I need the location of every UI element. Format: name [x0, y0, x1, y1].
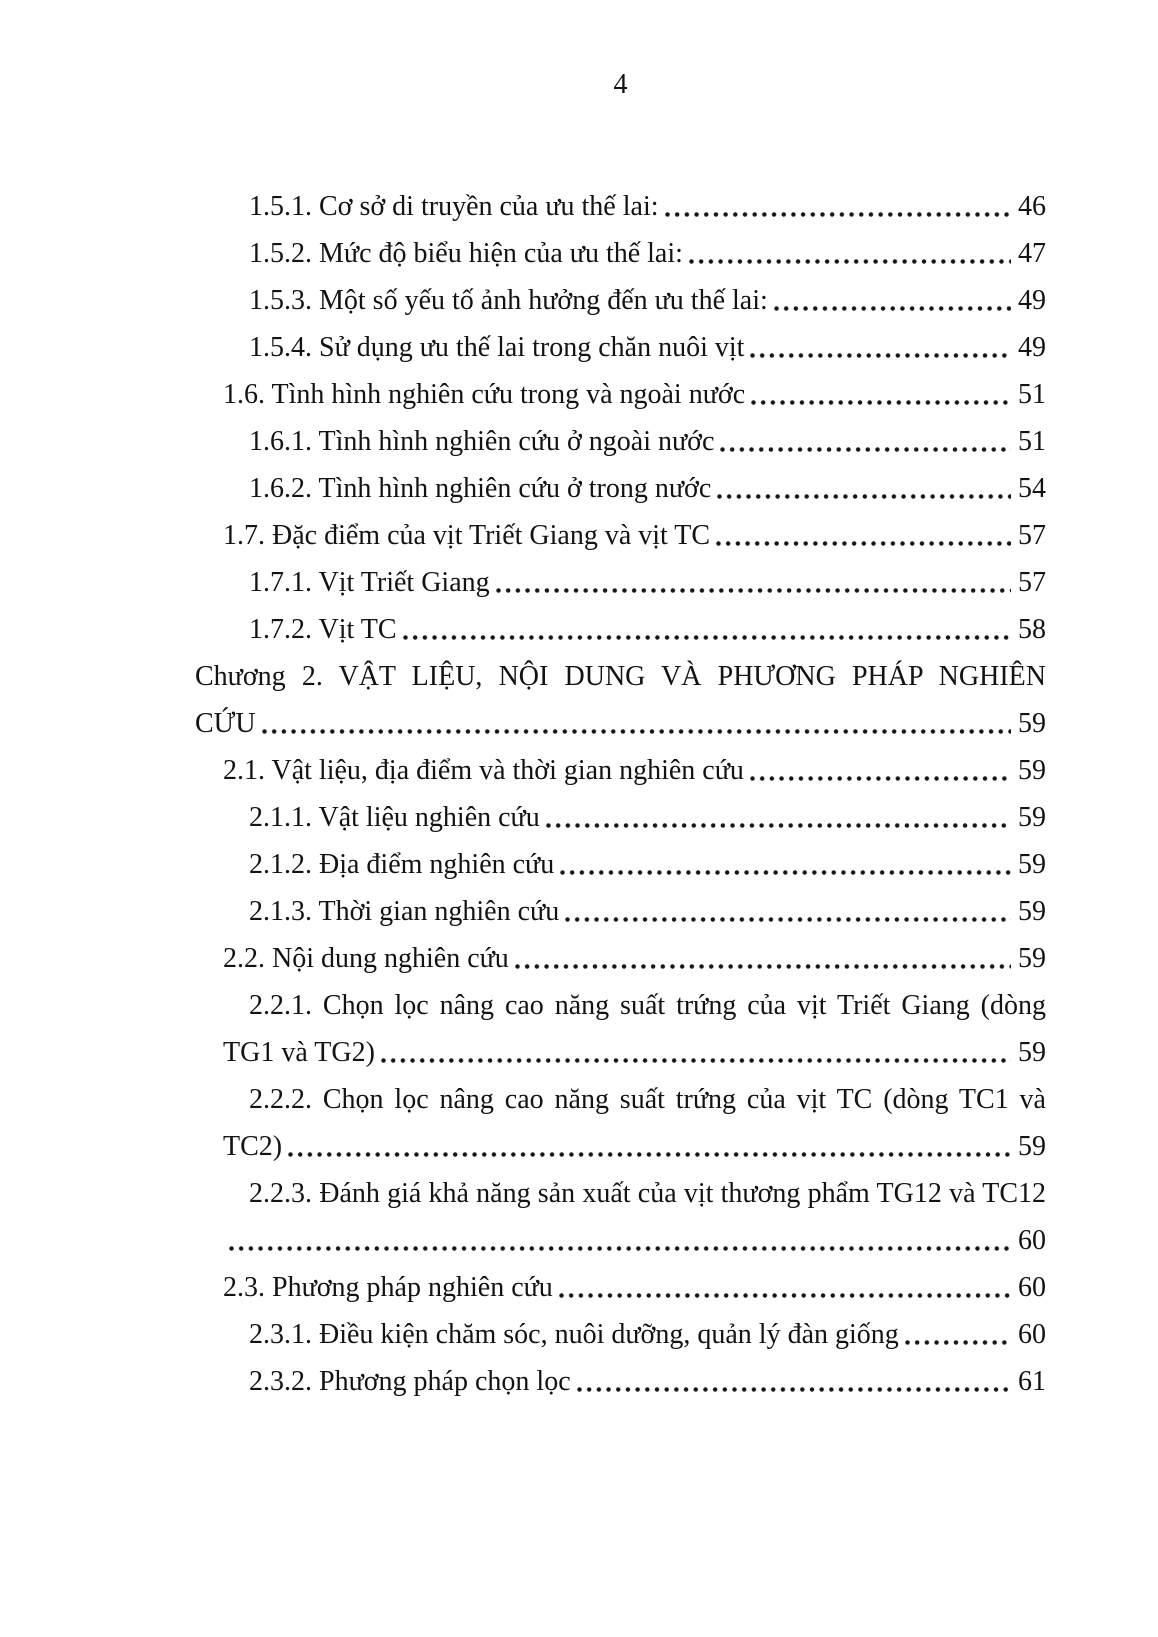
toc-entry-text: 1.6.2. Tình hình nghiên cứu ở trong nước [249, 473, 712, 504]
toc-entry-text: 2.3.2. Phương pháp chọn lọc [249, 1366, 571, 1397]
toc-entry-text: 1.7. Đặc điểm của vịt Triết Giang và vịt TC [223, 520, 711, 551]
toc-entry-line [195, 1311, 1046, 1358]
dot-leader [750, 324, 1011, 371]
dot-leader [496, 559, 1011, 606]
toc-entry-line [195, 371, 1046, 418]
toc-page-number: 59 [1018, 943, 1046, 974]
toc-entry-line [195, 606, 1046, 653]
toc-entry-continuation [195, 1123, 1046, 1170]
toc-entry-line [195, 559, 1046, 606]
toc-page-number: 61 [1018, 1366, 1046, 1397]
toc-entry-text: 2.1.3. Thời gian nghiên cứu [249, 896, 560, 927]
dot-leader [774, 277, 1011, 324]
table-of-contents [195, 183, 1046, 1405]
toc-entry-text: 2.1.1. Vật liệu nghiên cứu [249, 802, 540, 833]
dot-leader [720, 418, 1011, 465]
toc-page-number: 51 [1018, 426, 1046, 457]
toc-page-number: 60 [1018, 1225, 1046, 1256]
dot-leader [560, 841, 1011, 888]
toc-entry-line [195, 841, 1046, 888]
toc-entry-text: 1.5.4. Sử dụng ưu thế lai trong chăn nuôi vịt [249, 332, 745, 363]
dot-leader [751, 371, 1011, 418]
dot-leader [717, 465, 1011, 512]
toc-page-number: 59 [1018, 1131, 1046, 1162]
dot-leader [559, 1264, 1011, 1311]
toc-page-number: 47 [1018, 238, 1046, 269]
toc-page-number: 59 [1018, 849, 1046, 880]
toc-entry-line [195, 1170, 1046, 1217]
dot-leader [716, 512, 1011, 559]
toc-entry-text: 1.7.2. Vịt TC [249, 614, 397, 645]
toc-entry-line [195, 1264, 1046, 1311]
toc-entry-text: 1.5.1. Cơ sở di truyền của ưu thế lai: [249, 191, 659, 222]
toc-page-number: 51 [1018, 379, 1046, 410]
dot-leader [565, 888, 1011, 935]
dot-leader [229, 1217, 1011, 1264]
dot-leader [403, 606, 1011, 653]
toc-entry-text: 2.2.2. Chọn lọc nâng cao năng suất trứng của vịt TC (dòng TC1 và [249, 1084, 1046, 1115]
toc-entry-line [195, 888, 1046, 935]
toc-entry-text: TG1 và TG2) [223, 1037, 375, 1068]
toc-entry-text: CỨU [195, 708, 256, 739]
toc-page-number: 49 [1018, 285, 1046, 316]
toc-entry-text: 1.5.3. Một số yếu tố ảnh hưởng đến ưu thế lai: [249, 285, 768, 316]
toc-entry-text: TC2) [223, 1131, 283, 1162]
toc-chapter-heading-continuation [195, 700, 1046, 747]
dot-leader [288, 1123, 1011, 1170]
toc-entry-line [195, 794, 1046, 841]
dot-leader [689, 230, 1011, 277]
toc-entry-text: 1.5.2. Mức độ biểu hiện của ưu thế lai: [249, 238, 683, 269]
toc-entry-text: 2.1. Vật liệu, địa điểm và thời gian nghiên cứu [223, 755, 744, 786]
toc-entry-line [195, 982, 1046, 1029]
dot-leader [665, 183, 1012, 230]
toc-page-number: 60 [1018, 1272, 1046, 1303]
toc-entry-text: Chương 2. VẬT LIỆU, NỘI DUNG VÀ PHƯƠNG PHÁP NGHIÊN [195, 661, 1046, 692]
toc-entry-text: 1.6.1. Tình hình nghiên cứu ở ngoài nước [249, 426, 715, 457]
toc-entry-line [195, 1076, 1046, 1123]
toc-entry-line [195, 512, 1046, 559]
toc-entry-text: 1.6. Tình hình nghiên cứu trong và ngoài nước [223, 379, 746, 410]
toc-entry-text: 1.7.1. Vịt Triết Giang [249, 567, 490, 598]
dot-leader [262, 700, 1011, 747]
toc-page-number: 59 [1018, 1037, 1046, 1068]
toc-entry-line [195, 183, 1046, 230]
dot-leader [546, 794, 1011, 841]
toc-page-number: 58 [1018, 614, 1046, 645]
toc-entry-line [195, 277, 1046, 324]
toc-entry-text: 2.1.2. Địa điểm nghiên cứu [249, 849, 555, 880]
toc-entry-text: 2.2.3. Đánh giá khả năng sản xuất của vịt thương phẩm TG12 và TC12 [249, 1178, 1046, 1209]
toc-page-number: 60 [1018, 1319, 1046, 1350]
toc-entry-continuation [195, 1217, 1046, 1264]
toc-page-number: 46 [1018, 191, 1046, 222]
toc-entry-line [195, 465, 1046, 512]
toc-entry-text: 2.2.1. Chọn lọc nâng cao năng suất trứng của vịt Triết Giang (dòng [249, 990, 1046, 1021]
toc-page-number: 59 [1018, 802, 1046, 833]
page-number: 4 [613, 69, 628, 100]
dot-leader [750, 747, 1011, 794]
toc-entry-text: 2.3. Phương pháp nghiên cứu [223, 1272, 553, 1303]
toc-page-number: 49 [1018, 332, 1046, 363]
toc-entry-text: 2.3.1. Điều kiện chăm sóc, nuôi dưỡng, quản lý đàn giống [249, 1319, 899, 1350]
toc-entry-line [195, 1358, 1046, 1405]
dot-leader [515, 935, 1011, 982]
dot-leader [381, 1029, 1011, 1076]
toc-entry-line [195, 935, 1046, 982]
toc-page-number: 57 [1018, 520, 1046, 551]
toc-entry-line [195, 324, 1046, 371]
toc-page-number: 59 [1018, 755, 1046, 786]
toc-entry-text: 2.2. Nội dung nghiên cứu [223, 943, 509, 974]
toc-entry-line [195, 418, 1046, 465]
toc-entry-line [195, 230, 1046, 277]
toc-page-number: 54 [1018, 473, 1046, 504]
toc-entry-continuation [195, 1029, 1046, 1076]
toc-chapter-heading-line [195, 653, 1046, 700]
dot-leader [905, 1311, 1011, 1358]
toc-page-number: 57 [1018, 567, 1046, 598]
toc-entry-line [195, 747, 1046, 794]
dot-leader [577, 1358, 1011, 1405]
toc-page-number: 59 [1018, 708, 1046, 739]
toc-page-number: 59 [1018, 896, 1046, 927]
